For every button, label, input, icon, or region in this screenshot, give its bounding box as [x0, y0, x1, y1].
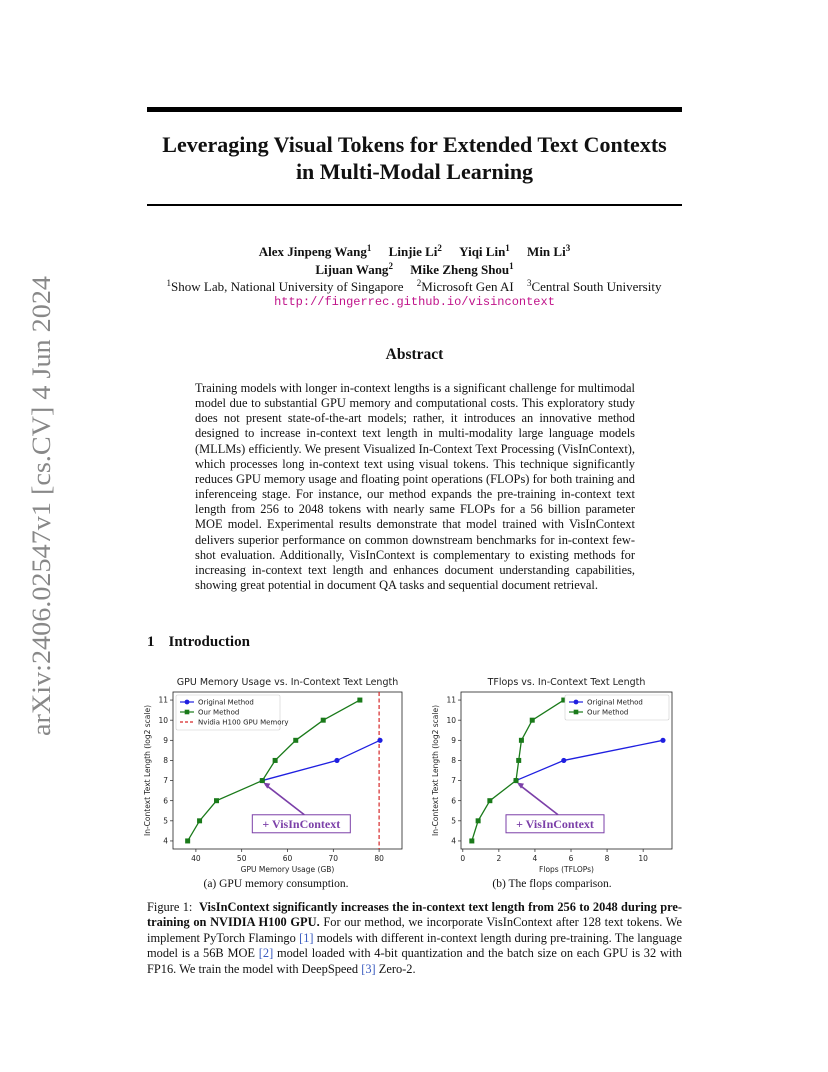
our-method-point	[321, 718, 326, 723]
our-method-point	[476, 818, 481, 823]
y-tick-label: 4	[451, 836, 456, 846]
legend-marker	[185, 700, 190, 705]
x-tick-label: 70	[328, 854, 339, 863]
our-method-point	[185, 838, 190, 843]
y-tick-label: 4	[163, 836, 168, 846]
abstract-body: Training models with longer in-context lengths is a significant challenge for multimodal model due to substantial GPU memory and computational costs. This exploratory study does not present state-of-the-art models; rather, it introduces an innovative method designed to increase in-context text length in multi-modality large language models (MLLMs) efficiently. We present Visualized In-Context Text Processing (VisInContext), which processes long in-context text using visual tokens. This technique significantly reduces GPU memory usage and floating point operations (FLOPs) for both training and inferenceing stage. For instance, our method expands the pre-training in-context text length from 256 to 2048 tokens with nearly same FLOPs for a 56 billion parameter MOE model. Experimental results demonstrate that model trained with VisInContext delivers superior performance on common downstream benchmarks for in-context few-shot evaluation. Additionally, VisInContext is complementary to existing methods for increasing in-context text length and enhances document understanding capabilities, showing great potential in document QA tasks and sequential document retrieval.	[195, 381, 635, 593]
y-axis-label: In-Context Text Length (log2 scale)	[143, 704, 152, 837]
our-method-point	[469, 838, 474, 843]
our-method-point	[519, 738, 524, 743]
figure-caption	[147, 900, 682, 977]
our-method-point	[487, 798, 492, 803]
legend-marker	[574, 700, 579, 705]
our-method-point	[260, 778, 265, 783]
legend-marker	[185, 710, 190, 715]
annotation-arrow	[519, 785, 558, 815]
y-tick-label: 9	[163, 735, 168, 745]
affiliation: $^1$Show Lab, National University of Singapore	[166, 278, 404, 294]
chart-title: GPU Memory Usage vs. In-Context Text Length	[176, 677, 399, 688]
author-list	[147, 243, 682, 279]
affiliation: $^2$Microsoft Gen AI	[416, 278, 514, 294]
project-url-link[interactable]: http://fingerrec.github.io/visincontext	[274, 295, 555, 309]
title-line-2: in Multi-Modal Learning	[295, 159, 534, 184]
y-tick-label: 10	[158, 715, 168, 725]
annotation-arrow	[265, 785, 304, 815]
legend-label: Nvidia H100 GPU Memory	[198, 718, 289, 727]
our-method-point	[197, 818, 202, 823]
our-method-point	[293, 738, 298, 743]
y-axis-label: In-Context Text Length (log2 scale)	[431, 704, 440, 837]
our-method-point	[273, 758, 278, 763]
x-tick-label: 0	[460, 854, 466, 863]
y-tick-label: 7	[163, 776, 168, 786]
y-tick-label: 8	[163, 756, 168, 766]
legend-marker	[574, 710, 579, 715]
title-bottom-rule	[147, 204, 682, 206]
y-tick-label: 6	[451, 796, 456, 806]
author: Alex Jinpeng Wang$^1$	[258, 243, 372, 259]
subcaption-b: (b) The flops comparison.	[492, 878, 612, 890]
legend-label: Original Method	[587, 698, 643, 707]
x-axis-label: Flops (TFLOPs)	[539, 865, 594, 874]
arxiv-id-text: arXiv:2406.02547v1 [cs.CV] 4 Jun 2024	[27, 311, 56, 736]
section-heading	[147, 634, 250, 651]
original-method-line	[262, 740, 380, 780]
original-method-point	[377, 738, 382, 743]
author: Linjie Li$^2$	[388, 243, 442, 259]
our-method-point	[516, 758, 521, 763]
x-tick-label: 8	[604, 854, 610, 863]
x-tick-label: 80	[374, 854, 384, 863]
x-tick-label: 40	[191, 854, 201, 863]
abstract-heading: Abstract	[385, 346, 444, 363]
original-method-point	[334, 758, 339, 763]
y-tick-label: 6	[163, 796, 168, 806]
original-method-point	[660, 738, 665, 743]
x-axis-label: GPU Memory Usage (GB)	[240, 865, 335, 874]
x-tick-label: 50	[236, 854, 247, 863]
title-line-1: Leveraging Visual Tokens for Extended Text Contexts	[162, 132, 667, 157]
author-line-1	[147, 243, 682, 261]
y-tick-label: 11	[158, 695, 168, 705]
our-method-point	[214, 798, 219, 803]
affiliation: $^3$Central South University	[526, 278, 662, 294]
legend-label: Our Method	[198, 708, 240, 717]
author-line-2	[147, 261, 682, 279]
legend-label: Original Method	[198, 698, 254, 707]
x-tick-label: 60	[282, 854, 293, 863]
x-tick-label: 4	[532, 854, 538, 863]
y-tick-label: 5	[451, 816, 456, 826]
citation-link[interactable]: [3]	[361, 961, 376, 976]
tflops-chart	[428, 670, 676, 878]
chart-title: TFlops vs. In-Context Text Length	[487, 677, 646, 688]
caption-label: Figure 1:	[147, 900, 193, 914]
annotation-label: + VisInContext	[262, 816, 341, 831]
our-method-point	[514, 778, 519, 783]
x-tick-label: 2	[496, 854, 502, 863]
top-rule	[147, 107, 682, 112]
author: Mike Zheng Shou$^1$	[410, 261, 514, 277]
our-method-point	[357, 698, 362, 703]
author: Min Li$^3$	[527, 243, 571, 259]
y-tick-label: 7	[451, 776, 456, 786]
author: Lijuan Wang$^2$	[315, 261, 393, 277]
citation-link[interactable]: [1]	[299, 930, 314, 945]
y-tick-label: 9	[451, 735, 456, 745]
x-tick-label: 10	[638, 854, 648, 863]
caption-text: models with different in-context length during pre-training. The language model is a 56B MOE	[147, 930, 683, 961]
gpu-memory-chart	[140, 670, 412, 878]
caption-text: For our method, we incorporate VisInContext after 128 text tokens. We implement PyTorch Flamingo	[147, 915, 682, 945]
original-method-point	[561, 758, 566, 763]
our-method-point	[530, 718, 535, 723]
y-tick-label: 11	[446, 695, 456, 705]
section-title: Introduction	[168, 634, 250, 650]
caption-text: Zero-2.	[375, 961, 416, 976]
original-method-line	[516, 740, 663, 780]
y-tick-label: 10	[446, 715, 456, 725]
annotation-label: + VisInContext	[516, 816, 594, 831]
caption-bold: VisInContext significantly increases the in-context text length from 256 to 2048 during pre-training on NVIDIA H100 GPU.	[147, 900, 683, 930]
author: Yiqi Lin$^1$	[459, 243, 510, 259]
section-number: 1	[147, 634, 155, 650]
subcaption-a: (a) GPU memory consumption.	[203, 878, 349, 890]
caption-text: model loaded with 4-bit quantization and the batch size on each GPU is 32 with FP16. We train the model with DeepSpeed	[147, 946, 682, 976]
legend-label: Our Method	[587, 708, 629, 717]
y-tick-label: 8	[451, 756, 456, 766]
x-tick-label: 6	[568, 854, 574, 863]
paper-title	[147, 131, 682, 185]
citation-link[interactable]: [2]	[258, 946, 274, 961]
arxiv-identifier	[14, 270, 62, 740]
y-tick-label: 5	[163, 816, 168, 826]
